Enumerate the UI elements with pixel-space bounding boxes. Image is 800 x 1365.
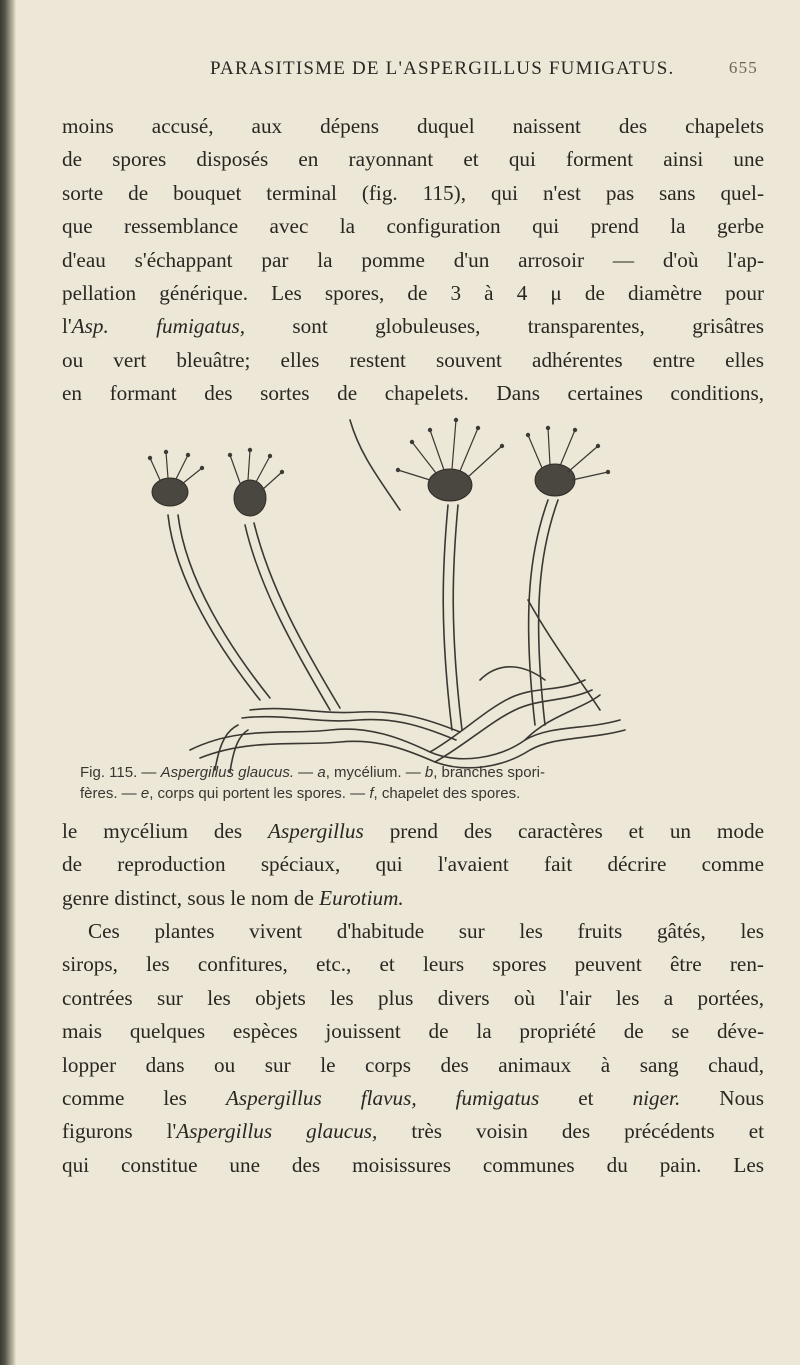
text-line: d'eau s'échappant par la pomme d'un arrosoir — d'où l'ap- [62,247,764,272]
text-line: ou vert bleuâtre; elles restent souvent adhérentes entre elles [62,347,764,372]
spore [280,470,284,474]
mycelium-hypha [430,680,585,752]
text-line: moins accusé, aux dépens duquel naissent des chapelets [62,114,764,138]
conidiophore-stalk [254,523,340,708]
caption-line: fères. — e, corps qui portent les spores. — f, chapelet des spores. [80,785,521,802]
spore [200,466,204,470]
vesicle [428,469,472,501]
text-line: le mycélium des Aspergillus prend des caractères et un mode [62,819,765,843]
branch-hypha [350,420,400,510]
text-line: qui constitue une des moisissures communes du pain. Les [62,1152,764,1177]
spore [148,456,152,460]
running-header [62,58,762,88]
text-line: lopper dans ou sur le corps des animaux à sang chaud, [62,1052,764,1077]
text-line: figurons l'Aspergillus glaucus, très voisin des précédents et [62,1119,764,1144]
mycelium-hypha [480,667,545,680]
text-line: mais quelques espèces jouissent de la propriété de se déve- [62,1019,764,1044]
paragraph-2 [62,815,764,915]
species-names: Aspergillus flavus, fumigatus [225,1086,540,1111]
text-line: en formant des sortes de chapelets. Dans certaines conditions, [62,381,764,406]
spore [396,468,400,472]
mycelium-hypha [525,695,600,740]
text-line: pellation générique. Les spores, de 3 à 4 μ de diamètre pour [62,281,764,306]
figure-caption [80,762,760,804]
text-line: que ressemblance avec la configuration qui prend la gerbe [62,214,764,239]
vesicle [234,480,266,516]
spore [164,450,168,454]
text-line: genre distinct, sous le nom de Eurotium. [62,885,404,910]
species-name: niger. [632,1086,681,1111]
page-number: 655 [728,58,758,77]
paragraph-3 [62,915,764,1182]
conidiophore-stalk [539,500,558,725]
spore [546,426,550,430]
vesicle [535,464,575,496]
text-line: l'Asp. fumigatus, sont globuleuses, transparentes, grisâtres [62,314,764,339]
conidiophore-stalk [453,505,462,730]
caption-line: Fig. 115. — Aspergillus glaucus. — a, mycélium. — b, branches spori- [80,764,545,781]
text-line: Ces plantes vivent d'habitude sur les fruits gâtés, les [88,919,764,943]
spore [410,440,414,444]
text-line: contrées sur les objets les plus divers où l'air les a portées, [62,985,764,1010]
text-line: sorte de bouquet terminal (fig. 115), qui n'est pas sans quel- [62,180,764,205]
spore [476,426,480,430]
aspergillus-illustration [130,380,670,775]
species-name: Aspergillus glaucus, [176,1119,378,1144]
spore [500,444,504,448]
conidiophore-stalk [443,505,452,730]
spore [228,453,232,457]
genus-name: Eurotium. [319,885,404,910]
spore [606,470,610,474]
conidiophore-stalk [168,515,260,700]
spore [526,433,530,437]
mycelium-hypha [190,720,620,759]
conidiophore-stalk [178,515,270,698]
paragraph-1 [62,110,764,411]
spore [186,453,190,457]
genus-name: Aspergillus [268,819,364,843]
spore [428,428,432,432]
text-line: comme les Aspergillus flavus, fumigatus et niger. Nous [62,1086,765,1111]
spore [596,444,600,448]
spore-chain [150,452,202,484]
spore [573,428,577,432]
header-title: PARASITISME DE L'ASPERGILLUS FUMIGATUS. [210,58,675,79]
spore [248,448,252,452]
text-line: de spores disposés en rayonnant et qui forment ainsi une [62,147,764,172]
species-name: Asp. fumigatus, [71,314,246,339]
spore [268,454,272,458]
text-line: sirops, les confitures, etc., et leurs spores peuvent être ren- [62,952,764,977]
text-line: de reproduction spéciaux, qui l'avaient fait décrire comme [62,852,764,877]
vesicle [152,478,188,506]
book-spine-shadow [0,0,16,1365]
spore [454,418,458,422]
